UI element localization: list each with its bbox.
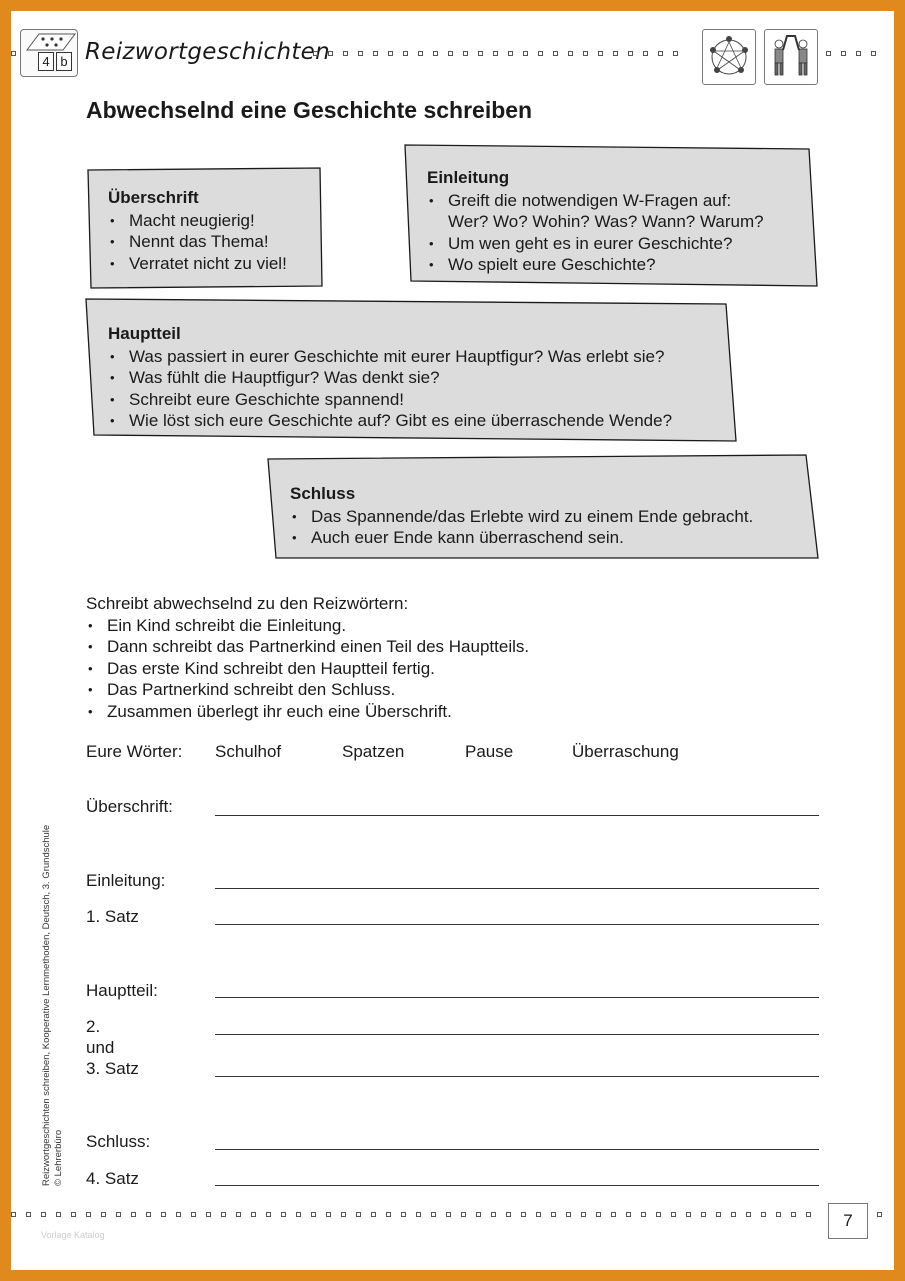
word-item: Überraschung bbox=[572, 742, 679, 761]
list-item: • Wo spielt eure Geschichte? bbox=[427, 254, 812, 276]
dot-divider-left bbox=[11, 51, 16, 57]
list-item: • Zusammen überlegt ihr euch eine Überschrift. bbox=[86, 701, 529, 723]
word-item: Schulhof bbox=[215, 742, 282, 761]
page-title: Abwechselnd eine Geschichte schreiben bbox=[86, 97, 533, 123]
label-satz-2-3 bbox=[86, 1016, 139, 1079]
card-ueberschrift-list bbox=[108, 210, 318, 275]
instructions-intro: Schreibt abwechselnd zu den Reizwörtern: bbox=[86, 594, 409, 613]
card-ueberschrift-title: Überschrift bbox=[108, 188, 199, 207]
list-item: • Das Spannende/das Erlebte wird zu einem Ende gebracht. bbox=[290, 506, 810, 528]
list-item: • Was fühlt die Hauptfigur? Was denkt sie? bbox=[108, 367, 728, 389]
writing-line-satz-1[interactable] bbox=[215, 924, 819, 925]
worksheet-page bbox=[11, 11, 894, 1270]
label-ueberschrift: Überschrift: bbox=[86, 797, 173, 816]
list-item: • Ein Kind schreibt die Einleitung. bbox=[86, 615, 529, 637]
dice-icon bbox=[20, 29, 78, 77]
card-hauptteil bbox=[86, 299, 741, 443]
card-hauptteil-title: Hauptteil bbox=[108, 324, 181, 343]
label-und: und bbox=[86, 1038, 115, 1057]
label-einleitung: Einleitung: bbox=[86, 871, 166, 890]
card-einleitung-title: Einleitung bbox=[427, 168, 510, 187]
label-satz-2: 2. bbox=[86, 1017, 101, 1036]
label-satz-1: 1. Satz bbox=[86, 907, 139, 926]
list-item: • Nennt das Thema! bbox=[108, 231, 318, 253]
card-einleitung-list bbox=[427, 190, 812, 276]
instructions bbox=[86, 593, 529, 722]
list-item bbox=[427, 190, 812, 233]
label-satz-4: 4. Satz bbox=[86, 1169, 139, 1188]
writing-line-ueberschrift[interactable] bbox=[215, 815, 819, 816]
list-item: • Auch euer Ende kann überraschend sein. bbox=[290, 527, 810, 549]
list-item-text: Greift die notwendigen W-Fragen auf: bbox=[448, 190, 732, 210]
writing-line-einleitung[interactable] bbox=[215, 888, 819, 889]
partners-icon bbox=[764, 29, 818, 85]
card-schluss-title: Schluss bbox=[290, 484, 356, 503]
card-einleitung bbox=[405, 145, 820, 289]
card-ueberschrift bbox=[88, 168, 323, 290]
list-item: • Schreibt eure Geschichte spannend! bbox=[108, 389, 728, 411]
writing-line-schluss[interactable] bbox=[215, 1149, 819, 1150]
writing-line-satz-3[interactable] bbox=[215, 1076, 819, 1077]
list-item: • Dann schreibt das Partnerkind einen Teil des Hauptteils. bbox=[86, 636, 529, 658]
label-satz-3: 3. Satz bbox=[86, 1059, 139, 1078]
label-hauptteil: Hauptteil: bbox=[86, 981, 158, 1000]
list-item: • Was passiert in eurer Geschichte mit eurer Hauptfigur? Was erlebt sie? bbox=[108, 346, 728, 368]
dice-letter: b bbox=[56, 52, 72, 71]
card-schluss bbox=[268, 455, 823, 560]
copyright-publisher: © Lehrerbüro bbox=[53, 1129, 64, 1186]
writing-line-satz-2[interactable] bbox=[215, 1034, 819, 1035]
list-item: • Verratet nicht zu viel! bbox=[108, 253, 318, 275]
list-item: • Das Partnerkind schreibt den Schluss. bbox=[86, 679, 529, 701]
label-schluss: Schluss: bbox=[86, 1132, 151, 1151]
instructions-list bbox=[86, 615, 529, 723]
list-item-continuation: Wer? Wo? Wohin? Was? Wann? Warum? bbox=[448, 212, 764, 231]
card-schluss-list bbox=[290, 506, 810, 549]
writing-line-satz-4[interactable] bbox=[215, 1185, 819, 1186]
word-item: Pause bbox=[465, 742, 514, 761]
header-title: Reizwortgeschichten bbox=[85, 39, 330, 65]
writing-line-hauptteil[interactable] bbox=[215, 997, 819, 998]
list-item: • Macht neugierig! bbox=[108, 210, 318, 232]
list-item: • Um wen geht es in eurer Geschichte? bbox=[427, 233, 812, 255]
card-hauptteil-list bbox=[108, 346, 728, 432]
dot-divider-header bbox=[313, 51, 678, 57]
copyright-source: Reizwortgeschichten schreiben, Kooperative Lernmethoden, Deutsch, 3. Grundschule bbox=[41, 824, 52, 1186]
words-label: Eure Wörter: bbox=[86, 742, 183, 761]
watermark: Vorlage Katalog bbox=[41, 1230, 105, 1240]
list-item: • Wie löst sich eure Geschichte auf? Gibt es eine überraschende Wende? bbox=[108, 410, 728, 432]
group-circle-icon bbox=[702, 29, 756, 85]
copyright-sidebar bbox=[41, 825, 65, 1186]
dot-divider-footer bbox=[11, 1212, 811, 1218]
dice-number: 4 bbox=[38, 52, 54, 71]
dot-divider-right bbox=[826, 51, 876, 57]
list-item: • Das erste Kind schreibt den Hauptteil fertig. bbox=[86, 658, 529, 680]
word-item: Spatzen bbox=[342, 742, 405, 761]
dot-divider-footer-right bbox=[877, 1212, 882, 1218]
page-number: 7 bbox=[828, 1203, 868, 1239]
